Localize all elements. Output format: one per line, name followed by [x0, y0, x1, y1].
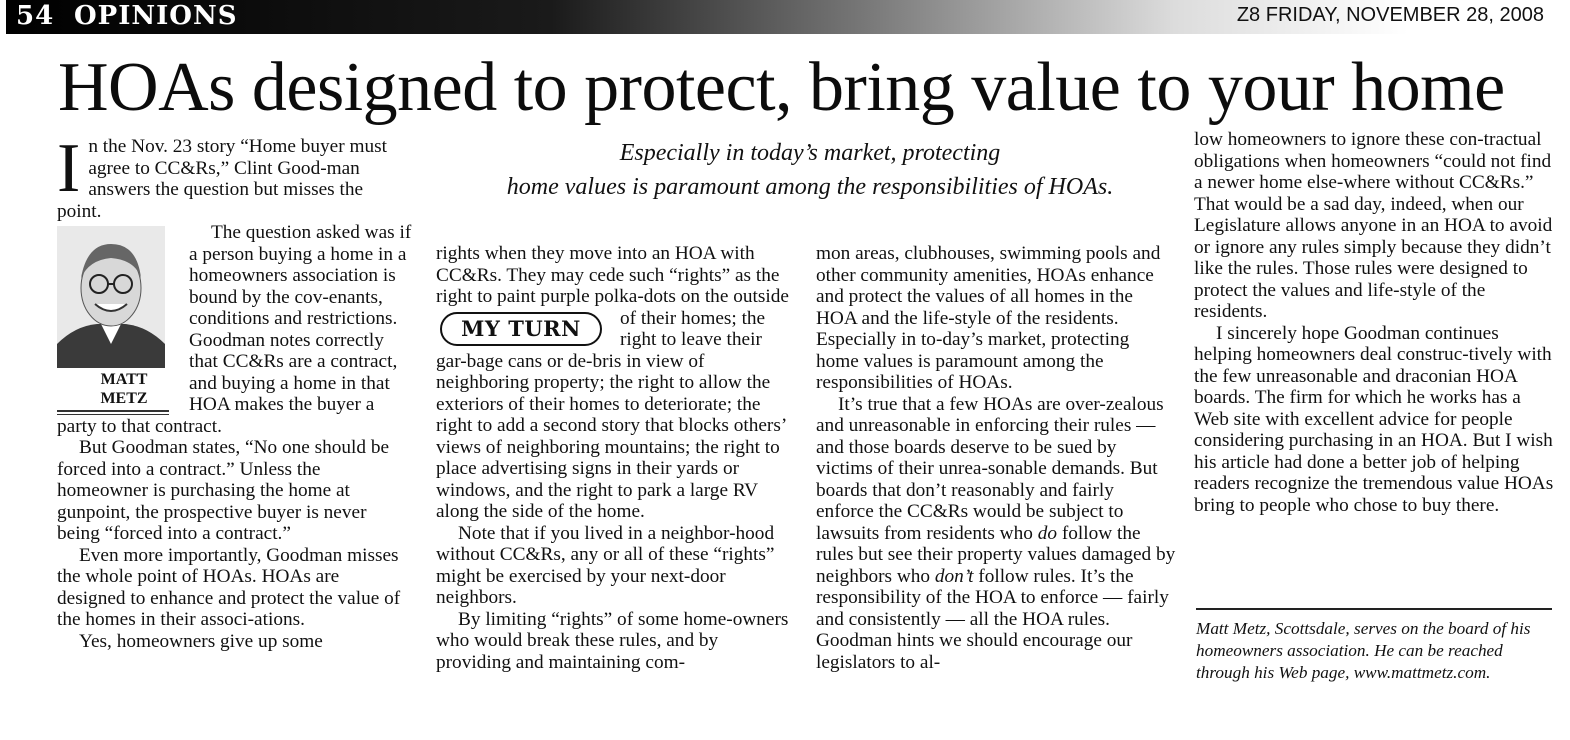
page-number: 54	[16, 1, 55, 31]
paragraph: It’s true that a few HOAs are over-zealous and unreasonable in enforcing their rules — and those boards deserve to be sued by victims of their unrea-sonable demands. But boards that don’t reasonably and fairly enforce the CC&Rs would be subject to lawsuits from residents who do follow the rules but see their property values damaged by neighbors who don’t follow rules. It’s the responsibility of the HOA to enforce — fairly and consistently — all the HOA rules. Goodman hints we should encourage our legislators to al-	[816, 393, 1176, 673]
paragraph: Even more importantly, Goodman misses the whole point of HOAs. HOAs are designed to enhance and protect the value of the homes in their associ-ations.	[57, 544, 401, 630]
author-bio: Matt Metz, Scottsdale, serves on the board of his homeowners association. He can be reached through his Web page, www.mattmetz.com.	[1196, 619, 1531, 682]
author-byline: MATT METZ	[100, 371, 148, 407]
author-photo-icon	[57, 226, 165, 368]
paragraph: By limiting “rights” of some home-owners who would break these rules, and by providing and maintaining com-	[436, 608, 789, 673]
bio-divider	[1196, 608, 1552, 610]
article-column-4	[1194, 129, 1554, 516]
deck-line-1: Especially in today’s market, protecting	[619, 140, 1001, 166]
paragraph: I sincerely hope Goodman continues helping homeowners deal construc-tively with the few unreasonable and draconian HOA boards. The firm for which he works has a Web site with excellent advice for people considering purchasing in an HOA. But I wish his article had done a better job of helping readers recognize the tremendous value HOAs bring to people who chose to buy there.	[1194, 322, 1554, 516]
my-turn-badge: MY TURN	[440, 312, 602, 346]
deck-pullquote	[440, 136, 1180, 204]
headline: HOAs designed to protect, bring value to your home	[58, 49, 1505, 126]
paragraph: low homeowners to ignore these con-tractual obligations when homeowners “could not find a newer home else-where without CC&Rs.” That would be a sad day, indeed, when our Legislature allows anyone in an HOA to avoid or ignore any rules simply because they didn’t like the rules. Those rules were designed to protect the values and life-style of the residents.	[1194, 129, 1553, 322]
section-header-bar	[6, 0, 1564, 34]
drop-cap: I	[57, 130, 81, 207]
author-mugshot	[57, 226, 169, 415]
deck-line-2: home values is paramount among the responsibilities of HOAs.	[506, 174, 1114, 200]
paragraph: Yes, homeowners give up some	[79, 630, 323, 652]
paragraph: mon areas, clubhouses, swimming pools and other community amenities, HOAs enhance and protect the values of all homes in the HOA and the life-style of the residents. Especially in to-day’s market, protecting home values is paramount among the responsibilities of HOAs.	[816, 243, 1161, 393]
emphasis-dont: don’t	[934, 565, 974, 587]
paragraph: MATT METZ The question asked was if a person buying a home in a homeowners association is bound by the cov-enants, conditions and restrictions. Goodman notes correctly that CC&Rs are a contract, and buying a home in that HOA makes the buyer a party to that contract.	[57, 222, 412, 437]
article-column-1	[57, 130, 412, 652]
paragraph: rights when they move into an HOA with CC&Rs. They may cede such “rights” as the right to paint purple polka-dots on the outside of their MY TURN homes; the right to leave their gar-bage cans or de-bris in view of neighboring property; the right to allow the exteriors of their homes to deteriorate; the right to add a second story that blocks others’ views of neighboring mountains; the right to place advertising signs in their yards or windows, and the right to park a large RV along the side of the home.	[436, 243, 789, 522]
byline-rule	[57, 410, 169, 415]
issue-date: Z8 FRIDAY, NOVEMBER 28, 2008	[1236, 4, 1544, 26]
paragraph: In the Nov. 23 story “Home buyer must agree to CC&Rs,” Clint Good-man answers the question but misses the point.	[57, 130, 387, 222]
paragraph: But Goodman states, “No one should be forced into a contract.” Unless the homeowner is purchasing the home at gunpoint, the prospective buyer is never being “forced into a contract.”	[57, 437, 390, 544]
article-column-2	[436, 243, 796, 673]
article-column-3	[816, 243, 1176, 673]
section-name: OPINIONS	[74, 1, 238, 31]
paragraph: Note that if you lived in a neighbor-hood without CC&Rs, any or all of these “rights” might be exercised by your next-door neighbors.	[436, 522, 775, 608]
emphasis-do: do	[1037, 522, 1057, 544]
